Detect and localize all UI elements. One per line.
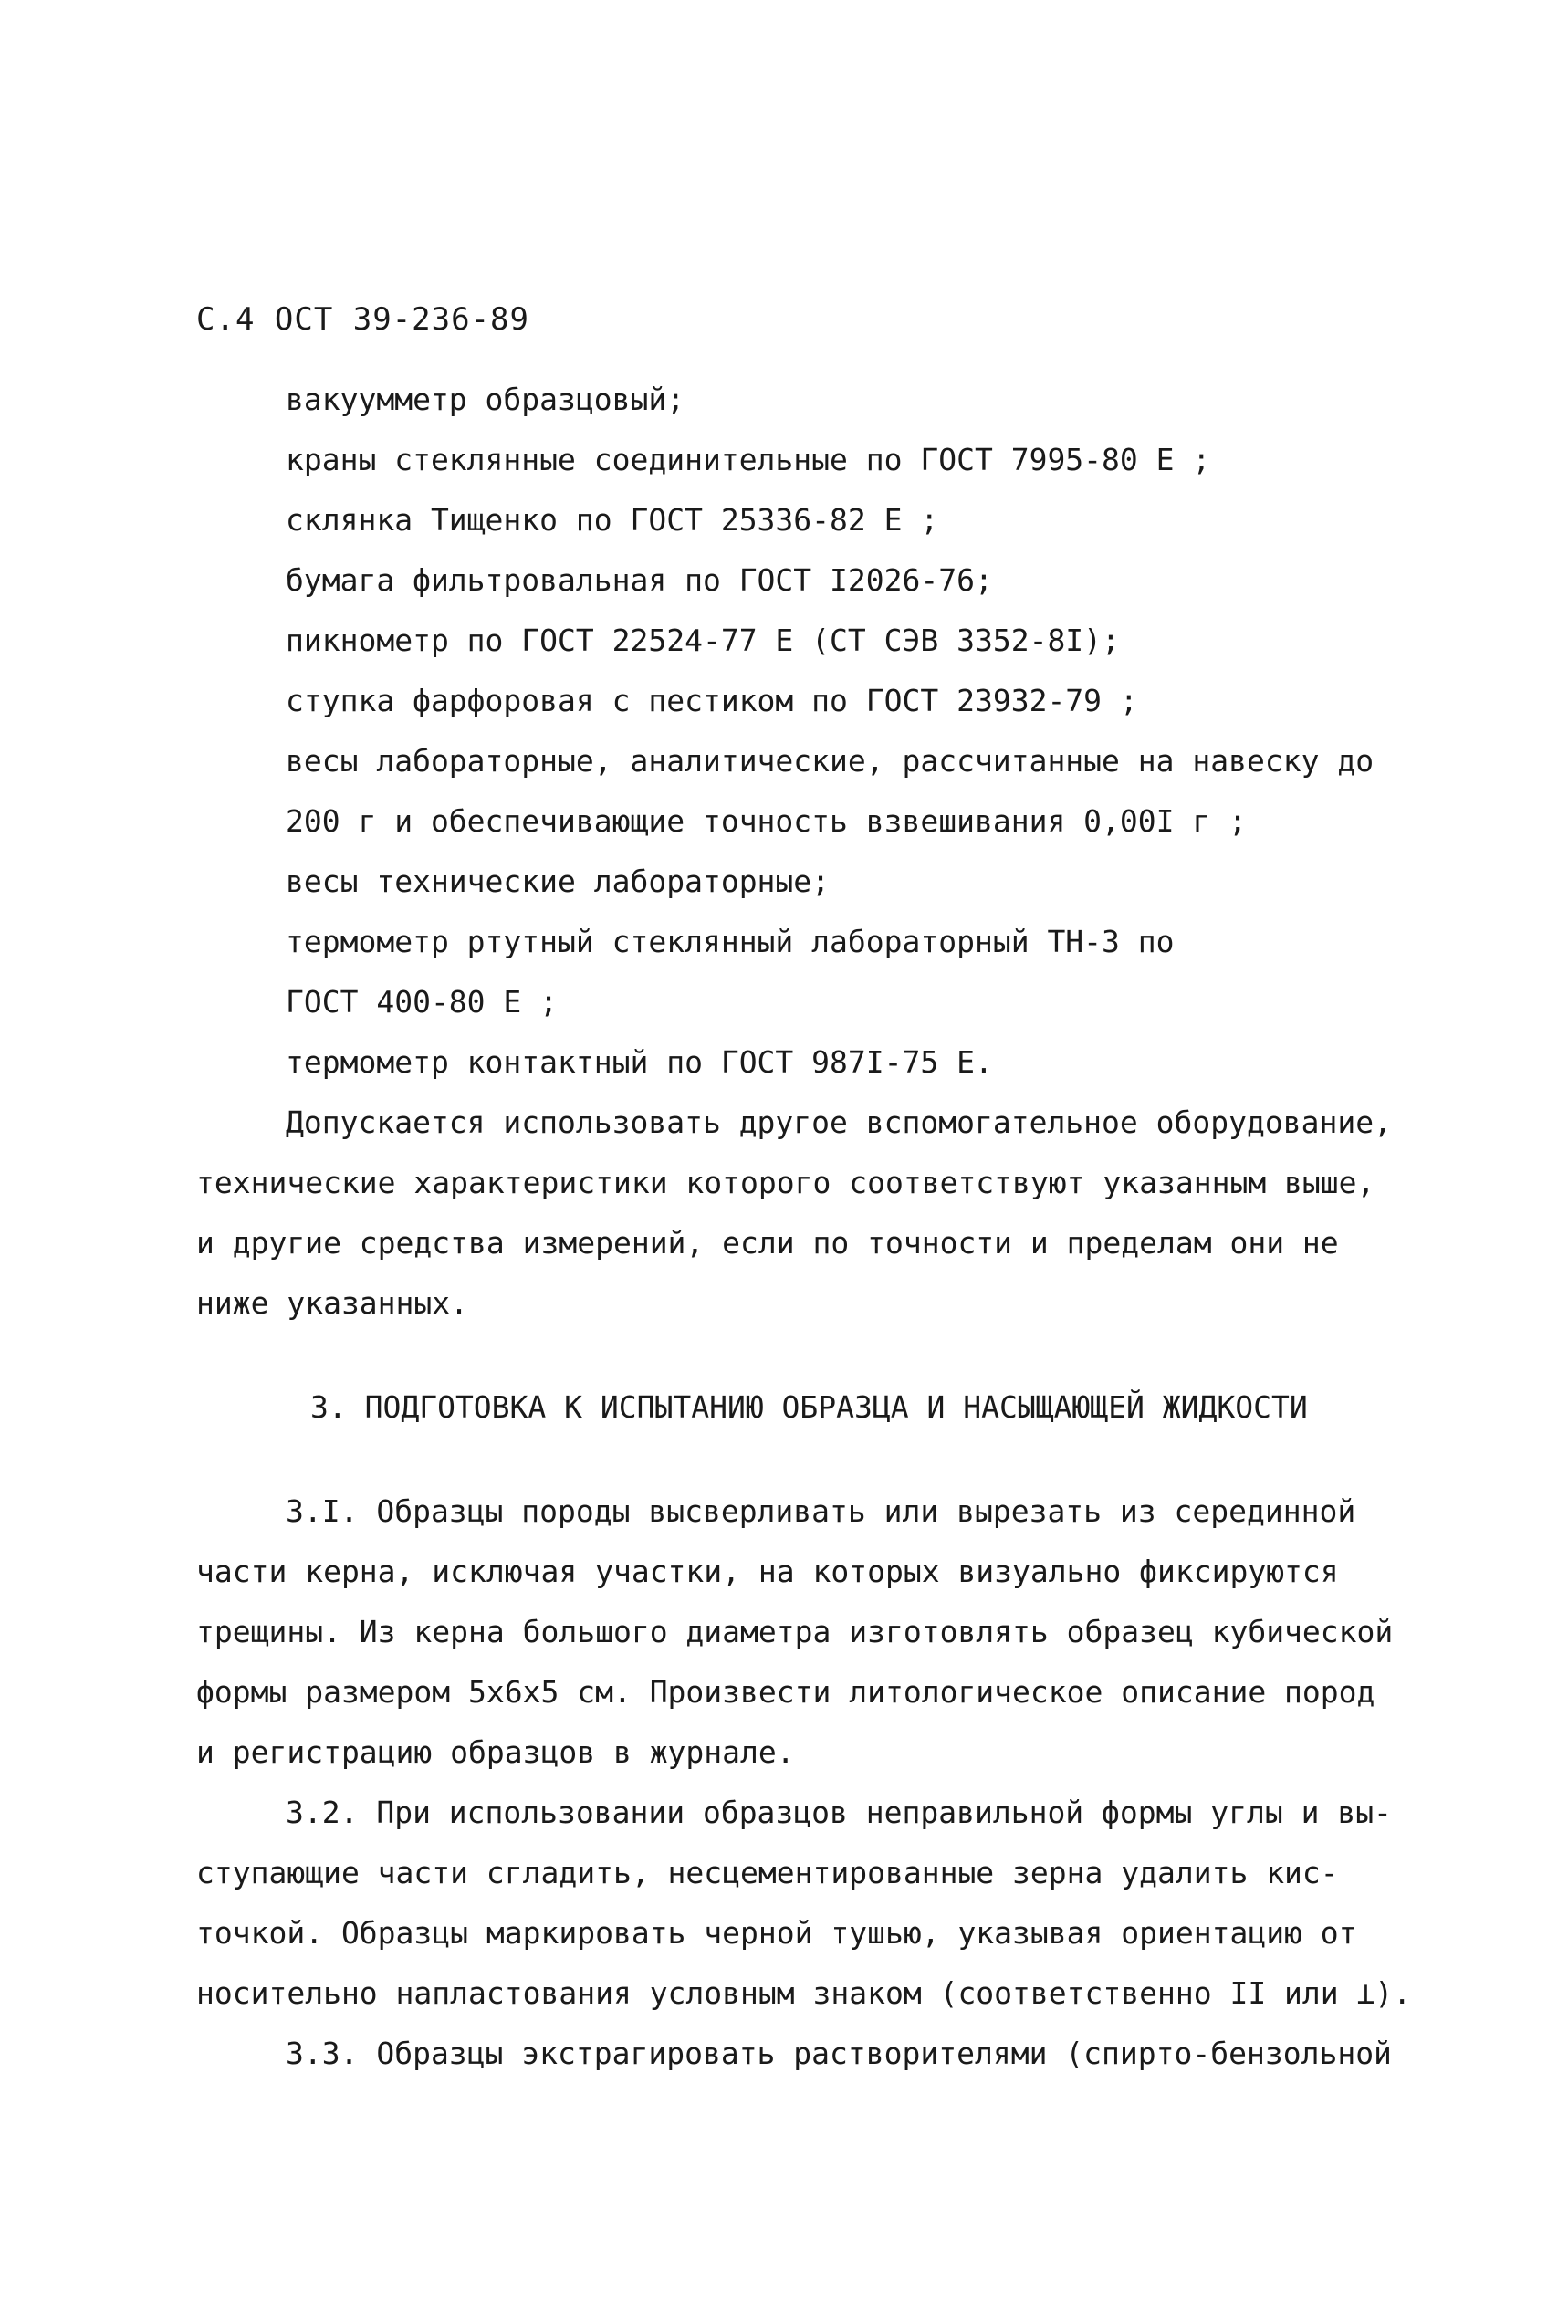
list-item: 200 г и обеспечивающие точность взвешивания 0,00I г ; bbox=[286, 803, 1247, 839]
paragraph-line: формы размером 5х6х5 см. Произвести литологическое описание пород bbox=[196, 1674, 1375, 1710]
paragraph-line: ступающие части сгладить, несцементированные зерна удалить кис- bbox=[196, 1855, 1339, 1890]
list-item: склянка Тищенко по ГОСТ 25336-82 Е ; bbox=[286, 502, 939, 538]
page-header: С.4 ОСТ 39-236-89 bbox=[196, 301, 529, 338]
paragraph-line: 3.3. Образцы экстрагировать растворителями (спирто-бензольной bbox=[286, 2036, 1392, 2071]
paragraph-line: 3.2. При использовании образцов неправильной формы углы и вы- bbox=[286, 1795, 1392, 1830]
list-item: краны стеклянные соединительные по ГОСТ 7995-80 Е ; bbox=[286, 442, 1211, 477]
list-item: ГОСТ 400-80 Е ; bbox=[286, 984, 559, 1020]
paragraph-line: носительно напластования условным знаком (соответственно II или ⊥). bbox=[196, 1975, 1412, 2011]
paragraph-line: Допускается использовать другое вспомогательное оборудование, bbox=[286, 1104, 1392, 1140]
paragraph-line: и другие средства измерений, если по точности и пределам они не bbox=[196, 1225, 1339, 1261]
list-item: термометр ртутный стеклянный лабораторный ТН-3 по bbox=[286, 924, 1175, 959]
paragraph-line: части керна, исключая участки, на которых визуально фиксируются bbox=[196, 1554, 1339, 1589]
list-item: вакуумметр образцовый; bbox=[286, 382, 685, 417]
paragraph-line: и регистрацию образцов в журнале. bbox=[196, 1734, 795, 1770]
paragraph-line: ниже указанных. bbox=[196, 1285, 469, 1321]
paragraph-line: 3.I. Образцы породы высверливать или вырезать из серединной bbox=[286, 1493, 1356, 1529]
list-item: бумага фильтровальная по ГОСТ I2026-76; bbox=[286, 562, 993, 598]
list-item: термометр контактный по ГОСТ 987I-75 Е. bbox=[286, 1044, 993, 1080]
list-item: весы лабораторные, аналитические, рассчитанные на навеску до bbox=[286, 743, 1375, 779]
paragraph-line: технические характеристики которого соответствуют указанным выше, bbox=[196, 1165, 1375, 1200]
list-item: пикнометр по ГОСТ 22524-77 Е (СТ СЭВ 3352-8I); bbox=[286, 623, 1120, 658]
list-item: весы технические лабораторные; bbox=[286, 864, 831, 899]
paragraph-line: трещины. Из керна большого диаметра изготовлять образец кубической bbox=[196, 1614, 1394, 1649]
list-item: ступка фарфоровая с пестиком по ГОСТ 23932-79 ; bbox=[286, 683, 1138, 718]
paragraph-line: точкой. Образцы маркировать черной тушью, указывая ориентацию от bbox=[196, 1915, 1357, 1951]
section-heading: 3. ПОДГОТОВКА К ИСПЫТАНИЮ ОБРАЗЦА И НАСЫЩАЮЩЕЙ ЖИДКОСТИ bbox=[310, 1389, 1308, 1425]
